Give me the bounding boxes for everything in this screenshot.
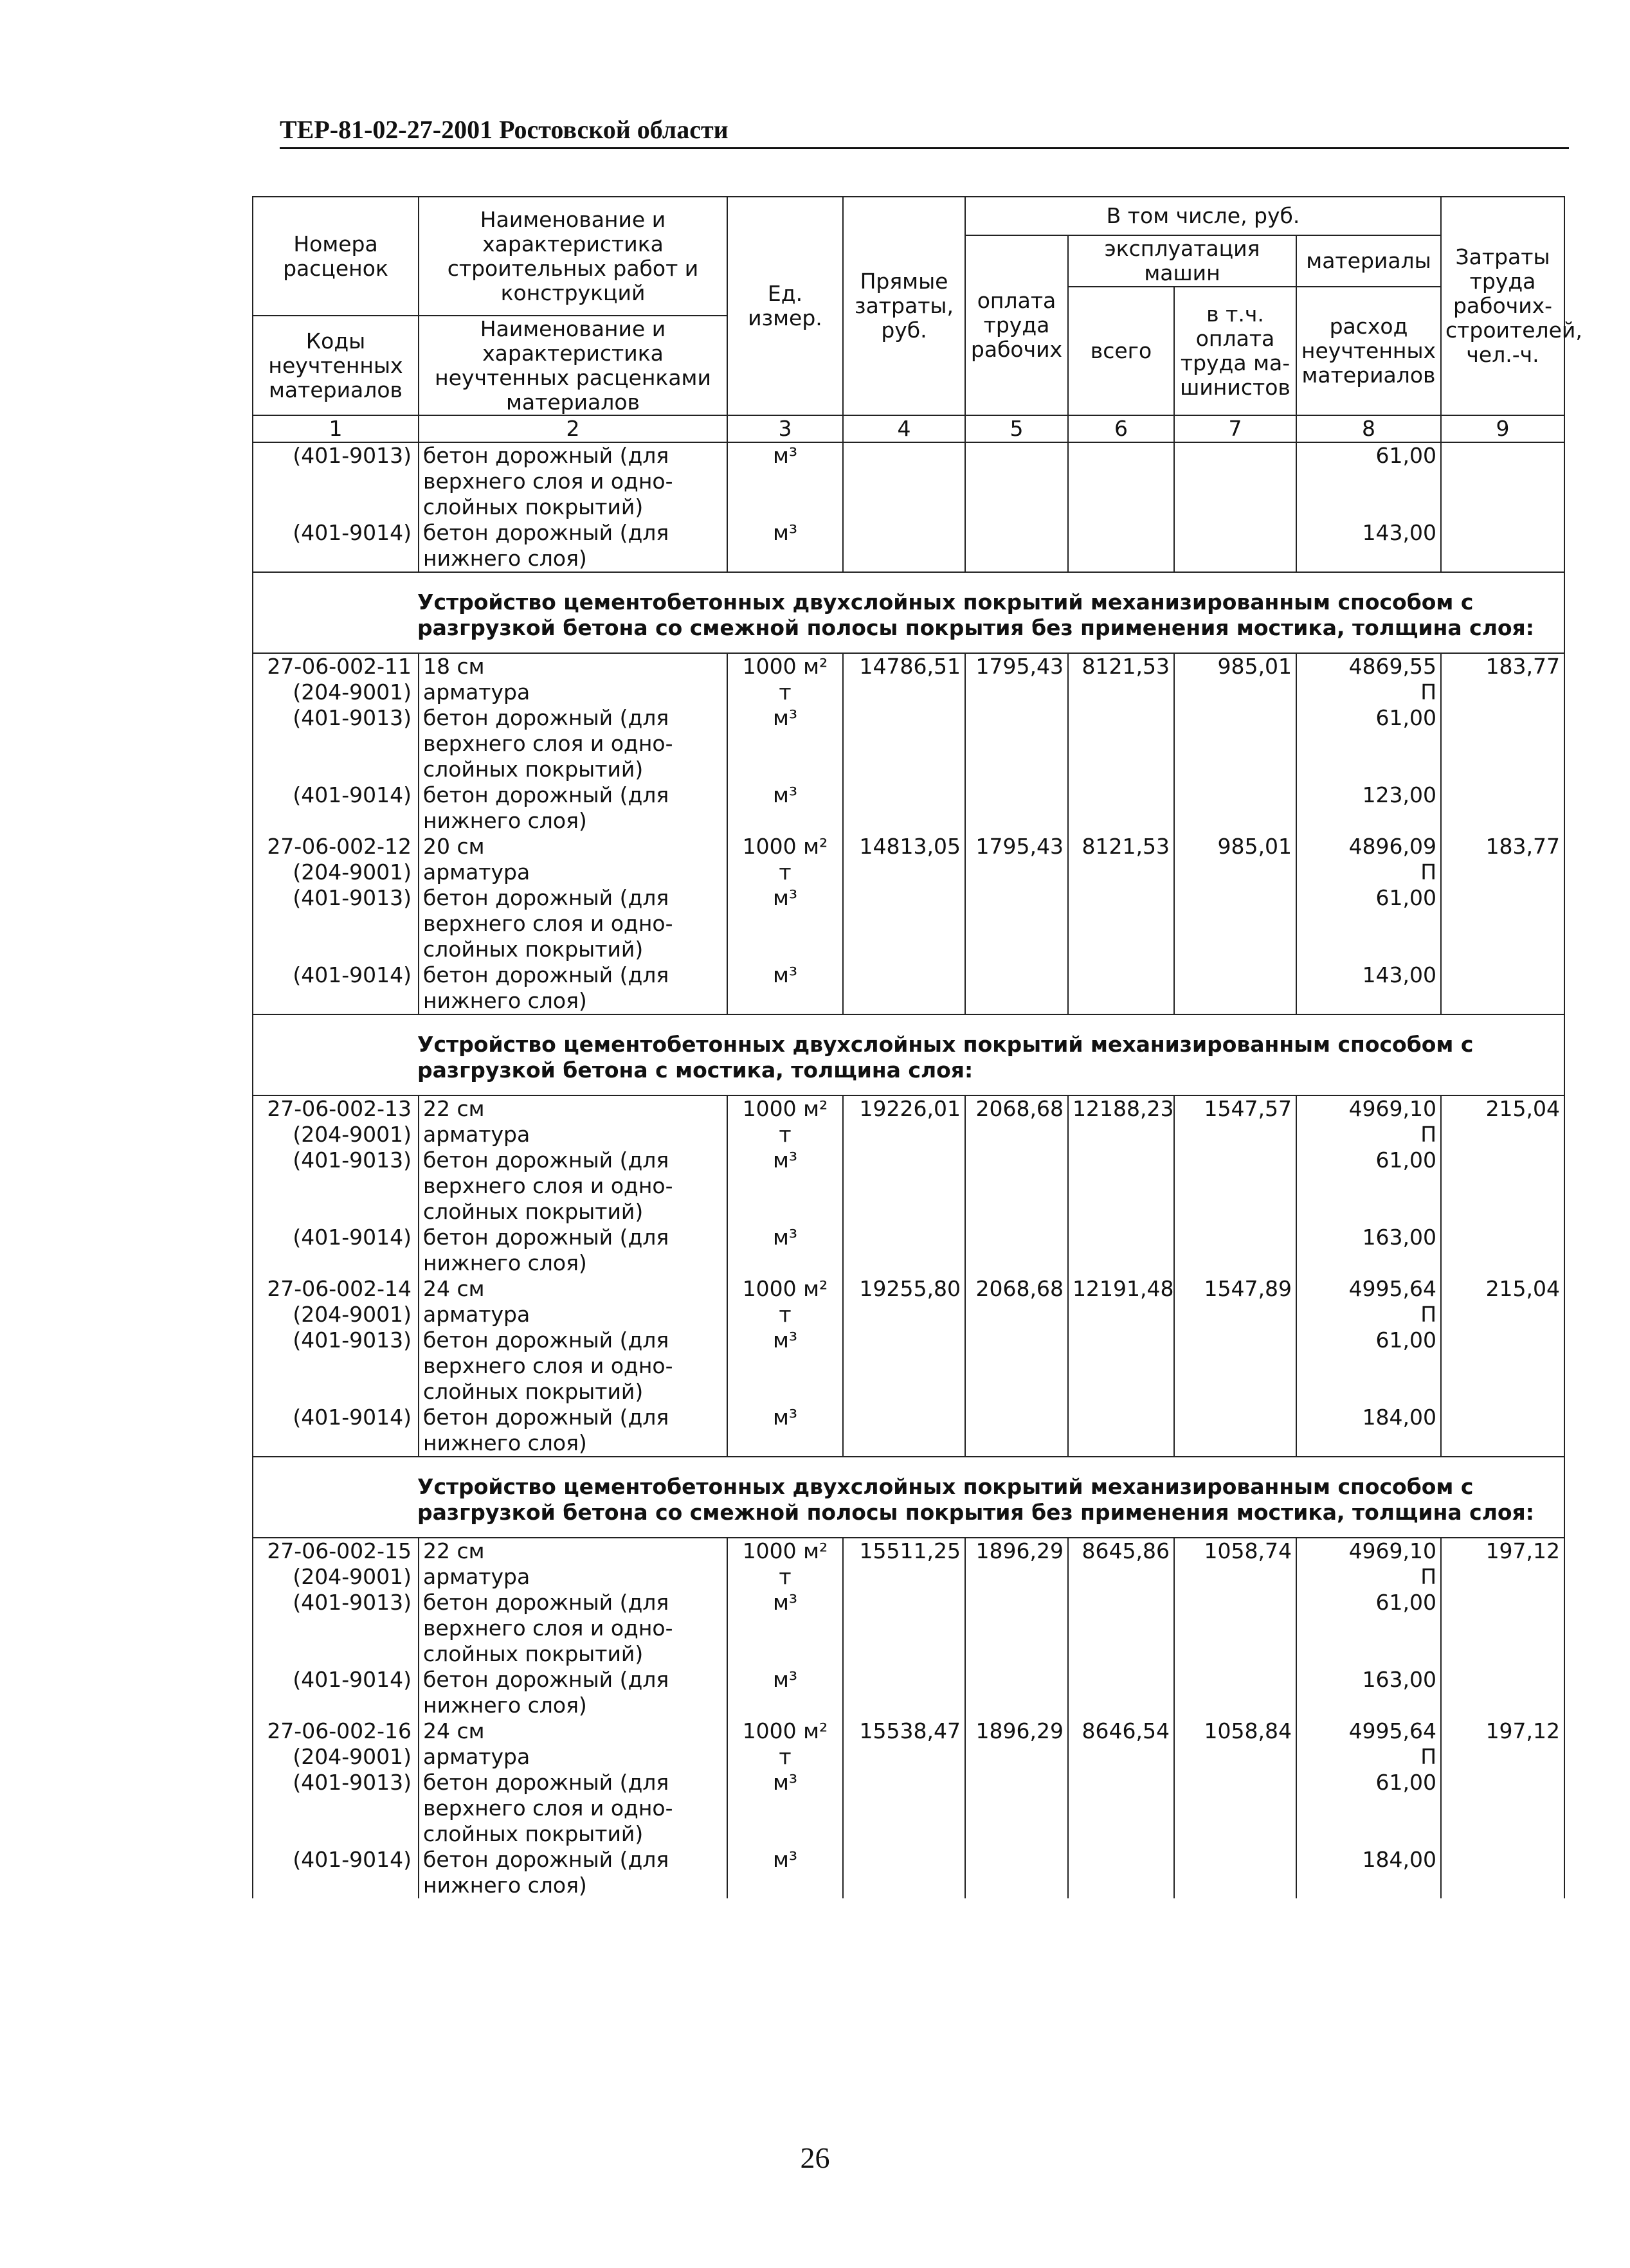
unit-cell: 1000 м² (727, 653, 843, 680)
machines-total-cell (1068, 885, 1174, 962)
worker-pay-cell (965, 962, 1068, 1014)
machines-total-cell: 12188,23 (1068, 1095, 1174, 1122)
code-cell: (204-9001) (253, 1302, 419, 1328)
direct-costs-cell (843, 1225, 965, 1276)
code-cell: (401-9013) (253, 705, 419, 782)
machinist-pay-cell (1174, 520, 1296, 572)
unit-cell: м³ (727, 442, 843, 520)
code-cell: (401-9014) (253, 782, 419, 834)
worker-pay-cell (965, 1590, 1068, 1667)
machines-total-cell: 8121,53 (1068, 653, 1174, 680)
column-number: 6 (1068, 415, 1174, 442)
direct-costs-cell (843, 1302, 965, 1328)
direct-costs-cell (843, 1847, 965, 1898)
unit-cell: м³ (727, 1770, 843, 1847)
name-cell: 24 см (419, 1276, 727, 1302)
machines-total-cell (1068, 680, 1174, 705)
machinist-pay-cell (1174, 962, 1296, 1014)
material-consumption-cell: П (1296, 1744, 1441, 1770)
labor-hours-cell (1441, 680, 1564, 705)
material-row (253, 1405, 1564, 1457)
table-head (253, 197, 1582, 442)
price-table (252, 196, 1582, 1898)
machines-total-cell (1068, 442, 1174, 520)
worker-pay-cell (965, 520, 1068, 572)
worker-pay-cell: 1795,43 (965, 653, 1068, 680)
rate-row (253, 653, 1564, 680)
labor-hours-cell (1441, 1302, 1564, 1328)
column-number: 4 (843, 415, 965, 442)
material-row (253, 1122, 1564, 1148)
material-consumption-cell: 163,00 (1296, 1225, 1441, 1276)
section-row (253, 1014, 1564, 1095)
machines-total-cell (1068, 1744, 1174, 1770)
worker-pay-cell (965, 1847, 1068, 1898)
unit-cell: м³ (727, 705, 843, 782)
machines-total-cell (1068, 520, 1174, 572)
material-consumption-cell: 184,00 (1296, 1847, 1441, 1898)
head-rate-numbers: Номера расценок (253, 197, 419, 316)
name-cell: бетон дорожный (для верхнего слоя и одно-слойных покрытий) (419, 1590, 727, 1667)
material-row (253, 860, 1564, 885)
machinist-pay-cell: 985,01 (1174, 834, 1296, 860)
machinist-pay-cell: 1058,84 (1174, 1718, 1296, 1744)
name-cell: бетон дорожный (для нижнего слоя) (419, 1667, 727, 1718)
labor-hours-cell (1441, 520, 1564, 572)
worker-pay-cell (965, 1405, 1068, 1457)
rate-row (253, 1095, 1564, 1122)
code-cell: 27-06-002-11 (253, 653, 419, 680)
labor-hours-cell (1441, 1564, 1564, 1590)
direct-costs-cell (843, 860, 965, 885)
labor-hours-cell: 183,77 (1441, 834, 1564, 860)
worker-pay-cell (965, 860, 1068, 885)
machines-total-cell (1068, 1770, 1174, 1847)
head-labor-hours: Затраты труда рабочих-строителей, чел.-ч. (1441, 197, 1564, 415)
direct-costs-cell (843, 680, 965, 705)
worker-pay-cell (965, 1122, 1068, 1148)
code-cell: (401-9013) (253, 1328, 419, 1405)
machines-total-cell (1068, 962, 1174, 1014)
material-row (253, 962, 1564, 1014)
machinist-pay-cell (1174, 1847, 1296, 1898)
name-cell: бетон дорожный (для верхнего слоя и одно-слойных покрытий) (419, 1770, 727, 1847)
head-direct-costs: Прямые затраты, руб. (843, 197, 965, 415)
material-consumption-cell: 4969,10 (1296, 1095, 1441, 1122)
material-consumption-cell: 184,00 (1296, 1405, 1441, 1457)
material-consumption-cell: П (1296, 1302, 1441, 1328)
labor-hours-cell (1441, 1122, 1564, 1148)
unit-cell: м³ (727, 1328, 843, 1405)
material-row (253, 1225, 1564, 1276)
machinist-pay-cell (1174, 1148, 1296, 1225)
labor-hours-cell: 197,12 (1441, 1538, 1564, 1564)
head-machinist-pay: в т.ч. оплата труда ма-шинистов (1174, 287, 1296, 415)
machinist-pay-cell (1174, 1328, 1296, 1405)
code-cell: 27-06-002-14 (253, 1276, 419, 1302)
direct-costs-cell (843, 442, 965, 520)
direct-costs-cell: 15538,47 (843, 1718, 965, 1744)
unit-cell: 1000 м² (727, 834, 843, 860)
material-row (253, 1847, 1564, 1898)
material-consumption-cell: 61,00 (1296, 1770, 1441, 1847)
material-consumption-cell: 61,00 (1296, 1590, 1441, 1667)
unit-cell: м³ (727, 1847, 843, 1898)
worker-pay-cell (965, 1770, 1068, 1847)
material-row (253, 1590, 1564, 1667)
machines-total-cell (1068, 1405, 1174, 1457)
material-consumption-cell: П (1296, 680, 1441, 705)
code-cell: (204-9001) (253, 1564, 419, 1590)
name-cell: бетон дорожный (для нижнего слоя) (419, 520, 727, 572)
direct-costs-cell (843, 1590, 965, 1667)
name-cell: бетон дорожный (для верхнего слоя и одно-слойных покрытий) (419, 1328, 727, 1405)
labor-hours-cell (1441, 1770, 1564, 1847)
head-machines: эксплуатация машин (1068, 235, 1296, 287)
direct-costs-cell: 15511,25 (843, 1538, 965, 1564)
page-number: 26 (800, 2141, 830, 2174)
worker-pay-cell (965, 1148, 1068, 1225)
material-consumption-cell: П (1296, 860, 1441, 885)
machinist-pay-cell (1174, 705, 1296, 782)
machines-total-cell (1068, 1302, 1174, 1328)
labor-hours-cell (1441, 1148, 1564, 1225)
column-number: 9 (1441, 415, 1564, 442)
direct-costs-cell (843, 1148, 965, 1225)
unit-cell: т (727, 1744, 843, 1770)
labor-hours-cell (1441, 442, 1564, 520)
material-consumption-cell: 4995,64 (1296, 1718, 1441, 1744)
code-cell: (401-9013) (253, 1770, 419, 1847)
head-machines-total: всего (1068, 287, 1174, 415)
labor-hours-cell (1441, 705, 1564, 782)
labor-hours-cell (1441, 782, 1564, 834)
head-worker-pay: оплата труда рабочих (965, 235, 1068, 415)
machinist-pay-cell (1174, 442, 1296, 520)
worker-pay-cell: 2068,68 (965, 1276, 1068, 1302)
rate-row (253, 1538, 1564, 1564)
unit-cell: т (727, 1302, 843, 1328)
column-number: 5 (965, 415, 1068, 442)
unit-cell: м³ (727, 1590, 843, 1667)
machines-total-cell (1068, 1847, 1174, 1898)
machinist-pay-cell (1174, 1744, 1296, 1770)
machines-total-cell: 8646,54 (1068, 1718, 1174, 1744)
name-cell: бетон дорожный (для нижнего слоя) (419, 1225, 727, 1276)
head-unit: Ед. измер. (727, 197, 843, 415)
unit-cell: м³ (727, 1667, 843, 1718)
unit-cell: т (727, 1122, 843, 1148)
worker-pay-cell: 2068,68 (965, 1095, 1068, 1122)
name-cell: бетон дорожный (для верхнего слоя и одно-слойных покрытий) (419, 885, 727, 962)
worker-pay-cell (965, 680, 1068, 705)
head-including-group: В том числе, руб. (965, 197, 1441, 235)
section-heading: Устройство цементобетонных двухслойных покрытий механизированным способом с разгрузкой бетона со смежной полосы покрытия без применения мостика, толщина слоя: (417, 1474, 1534, 1525)
labor-hours-cell (1441, 962, 1564, 1014)
direct-costs-cell: 14786,51 (843, 653, 965, 680)
code-cell: (401-9014) (253, 1847, 419, 1898)
rate-row (253, 1718, 1564, 1744)
code-cell: (401-9013) (253, 885, 419, 962)
direct-costs-cell (843, 705, 965, 782)
machinist-pay-cell (1174, 782, 1296, 834)
name-cell: бетон дорожный (для нижнего слоя) (419, 962, 727, 1014)
name-cell: арматура (419, 1744, 727, 1770)
rate-row (253, 834, 1564, 860)
machinist-pay-cell (1174, 1302, 1296, 1328)
direct-costs-cell (843, 1770, 965, 1847)
material-consumption-cell: 4969,10 (1296, 1538, 1441, 1564)
material-row (253, 1770, 1564, 1847)
head-material-names: Наименование и характеристика неучтенных расценками материалов (419, 316, 727, 415)
material-consumption-cell: 61,00 (1296, 1148, 1441, 1225)
labor-hours-cell (1441, 1590, 1564, 1667)
machinist-pay-cell (1174, 1770, 1296, 1847)
code-cell: 27-06-002-13 (253, 1095, 419, 1122)
direct-costs-cell (843, 782, 965, 834)
material-row (253, 1328, 1564, 1405)
column-numbers-row (253, 415, 1564, 442)
material-row (253, 680, 1564, 705)
worker-pay-cell (965, 442, 1068, 520)
unit-cell: 1000 м² (727, 1538, 843, 1564)
labor-hours-cell (1441, 1667, 1564, 1718)
code-cell: (401-9014) (253, 1225, 419, 1276)
machines-total-cell (1068, 860, 1174, 885)
material-consumption-cell: 123,00 (1296, 782, 1441, 834)
material-consumption-cell: 61,00 (1296, 885, 1441, 962)
worker-pay-cell (965, 1667, 1068, 1718)
direct-costs-cell (843, 1564, 965, 1590)
machinist-pay-cell: 1547,57 (1174, 1095, 1296, 1122)
machines-total-cell (1068, 1225, 1174, 1276)
column-number: 2 (419, 415, 727, 442)
head-materials: материалы (1296, 235, 1441, 287)
material-consumption-cell: 61,00 (1296, 442, 1441, 520)
direct-costs-cell (843, 520, 965, 572)
name-cell: арматура (419, 1564, 727, 1590)
material-row (253, 1302, 1564, 1328)
direct-costs-cell: 19255,80 (843, 1276, 965, 1302)
unit-cell: т (727, 860, 843, 885)
machines-total-cell (1068, 1564, 1174, 1590)
column-number: 7 (1174, 415, 1296, 442)
unit-cell: 1000 м² (727, 1718, 843, 1744)
material-consumption-cell: 4995,64 (1296, 1276, 1441, 1302)
code-cell: (204-9001) (253, 860, 419, 885)
name-cell: бетон дорожный (для нижнего слоя) (419, 1405, 727, 1457)
machinist-pay-cell (1174, 1405, 1296, 1457)
name-cell: арматура (419, 1122, 727, 1148)
code-cell: 27-06-002-12 (253, 834, 419, 860)
worker-pay-cell (965, 705, 1068, 782)
direct-costs-cell (843, 1405, 965, 1457)
unit-cell: м³ (727, 1225, 843, 1276)
material-consumption-cell: 61,00 (1296, 1328, 1441, 1405)
code-cell: (204-9001) (253, 1744, 419, 1770)
machinist-pay-cell (1174, 1667, 1296, 1718)
machinist-pay-cell (1174, 1225, 1296, 1276)
material-row (253, 1148, 1564, 1225)
worker-pay-cell (965, 885, 1068, 962)
worker-pay-cell (965, 1744, 1068, 1770)
head-material-consumption: расход неучтенных материалов (1296, 287, 1441, 415)
direct-costs-cell (843, 1328, 965, 1405)
material-consumption-cell: 4896,09 (1296, 834, 1441, 860)
name-cell: 20 см (419, 834, 727, 860)
labor-hours-cell (1441, 885, 1564, 962)
labor-hours-cell: 215,04 (1441, 1276, 1564, 1302)
labor-hours-cell (1441, 1225, 1564, 1276)
name-cell: бетон дорожный (для нижнего слоя) (419, 782, 727, 834)
name-cell: арматура (419, 860, 727, 885)
material-row (253, 885, 1564, 962)
worker-pay-cell: 1896,29 (965, 1718, 1068, 1744)
labor-hours-cell (1441, 1744, 1564, 1770)
labor-hours-cell (1441, 1847, 1564, 1898)
direct-costs-cell (843, 1667, 965, 1718)
machines-total-cell (1068, 1590, 1174, 1667)
section-row (253, 1457, 1564, 1538)
material-row (253, 1564, 1564, 1590)
machinist-pay-cell (1174, 680, 1296, 705)
machinist-pay-cell: 1058,74 (1174, 1538, 1296, 1564)
material-row (253, 442, 1564, 520)
direct-costs-cell: 14813,05 (843, 834, 965, 860)
machines-total-cell (1068, 1148, 1174, 1225)
labor-hours-cell (1441, 1328, 1564, 1405)
machinist-pay-cell (1174, 860, 1296, 885)
worker-pay-cell (965, 1564, 1068, 1590)
column-number: 1 (253, 415, 419, 442)
unit-cell: м³ (727, 885, 843, 962)
code-cell: 27-06-002-16 (253, 1718, 419, 1744)
name-cell: бетон дорожный (для верхнего слоя и одно-слойных покрытий) (419, 705, 727, 782)
machines-total-cell (1068, 782, 1174, 834)
machinist-pay-cell (1174, 1590, 1296, 1667)
material-row (253, 1744, 1564, 1770)
worker-pay-cell: 1795,43 (965, 834, 1068, 860)
machinist-pay-cell (1174, 885, 1296, 962)
machinist-pay-cell: 1547,89 (1174, 1276, 1296, 1302)
name-cell: бетон дорожный (для нижнего слоя) (419, 1847, 727, 1898)
code-cell: (401-9014) (253, 1667, 419, 1718)
name-cell: 24 см (419, 1718, 727, 1744)
code-cell: (401-9014) (253, 962, 419, 1014)
unit-cell: 1000 м² (727, 1095, 843, 1122)
section-heading: Устройство цементобетонных двухслойных покрытий механизированным способом с разгрузкой бетона с мостика, толщина слоя: (417, 1032, 1474, 1083)
material-row (253, 782, 1564, 834)
material-consumption-cell: 163,00 (1296, 1667, 1441, 1718)
direct-costs-cell: 19226,01 (843, 1095, 965, 1122)
material-consumption-cell: 143,00 (1296, 520, 1441, 572)
code-cell: (401-9013) (253, 1590, 419, 1667)
name-cell: арматура (419, 1302, 727, 1328)
rate-row (253, 1276, 1564, 1302)
material-consumption-cell: П (1296, 1564, 1441, 1590)
worker-pay-cell (965, 1328, 1068, 1405)
material-row (253, 705, 1564, 782)
code-cell: (401-9013) (253, 1148, 419, 1225)
column-number: 8 (1296, 415, 1441, 442)
worker-pay-cell: 1896,29 (965, 1538, 1068, 1564)
section-row (253, 572, 1564, 653)
code-cell: (204-9001) (253, 680, 419, 705)
code-cell: 27-06-002-15 (253, 1538, 419, 1564)
head-work-name: Наименование и характеристика строительных работ и конструкций (419, 197, 727, 316)
material-consumption-cell: 4869,55 (1296, 653, 1441, 680)
name-cell: арматура (419, 680, 727, 705)
labor-hours-cell (1441, 860, 1564, 885)
direct-costs-cell (843, 1122, 965, 1148)
code-cell: (401-9013) (253, 442, 419, 520)
machinist-pay-cell (1174, 1564, 1296, 1590)
unit-cell: м³ (727, 962, 843, 1014)
worker-pay-cell (965, 1302, 1068, 1328)
unit-cell: т (727, 1564, 843, 1590)
unit-cell: м³ (727, 520, 843, 572)
machines-total-cell (1068, 1667, 1174, 1718)
unit-cell: 1000 м² (727, 1276, 843, 1302)
worker-pay-cell (965, 782, 1068, 834)
machinist-pay-cell: 985,01 (1174, 653, 1296, 680)
labor-hours-cell: 183,77 (1441, 653, 1564, 680)
name-cell: 18 см (419, 653, 727, 680)
labor-hours-cell: 215,04 (1441, 1095, 1564, 1122)
name-cell: бетон дорожный (для верхнего слоя и одно-слойных покрытий) (419, 1148, 727, 1225)
machines-total-cell (1068, 1328, 1174, 1405)
material-consumption-cell: П (1296, 1122, 1441, 1148)
name-cell: бетон дорожный (для верхнего слоя и одно-слойных покрытий) (419, 442, 727, 520)
unit-cell: м³ (727, 782, 843, 834)
material-consumption-cell: 61,00 (1296, 705, 1441, 782)
name-cell: 22 см (419, 1538, 727, 1564)
unit-cell: м³ (727, 1148, 843, 1225)
unit-cell: т (727, 680, 843, 705)
machines-total-cell: 8645,86 (1068, 1538, 1174, 1564)
labor-hours-cell: 197,12 (1441, 1718, 1564, 1744)
direct-costs-cell (843, 885, 965, 962)
worker-pay-cell (965, 1225, 1068, 1276)
machines-total-cell: 8121,53 (1068, 834, 1174, 860)
name-cell: 22 см (419, 1095, 727, 1122)
page-header: ТЕР-81-02-27-2001 Ростовской области (280, 114, 1569, 149)
material-row (253, 1667, 1564, 1718)
column-number: 3 (727, 415, 843, 442)
machines-total-cell (1068, 1122, 1174, 1148)
code-cell: (204-9001) (253, 1122, 419, 1148)
machinist-pay-cell (1174, 1122, 1296, 1148)
code-cell: (401-9014) (253, 1405, 419, 1457)
machines-total-cell: 12191,48 (1068, 1276, 1174, 1302)
material-row (253, 520, 1564, 572)
head-material-codes: Коды неучтенных материалов (253, 316, 419, 415)
material-consumption-cell: 143,00 (1296, 962, 1441, 1014)
direct-costs-cell (843, 962, 965, 1014)
labor-hours-cell (1441, 1405, 1564, 1457)
section-heading: Устройство цементобетонных двухслойных покрытий механизированным способом с разгрузкой бетона со смежной полосы покрытия без применения мостика, толщина слоя: (417, 590, 1534, 640)
unit-cell: м³ (727, 1405, 843, 1457)
direct-costs-cell (843, 1744, 965, 1770)
table-body (253, 442, 1564, 1898)
code-cell: (401-9014) (253, 520, 419, 572)
machines-total-cell (1068, 705, 1174, 782)
